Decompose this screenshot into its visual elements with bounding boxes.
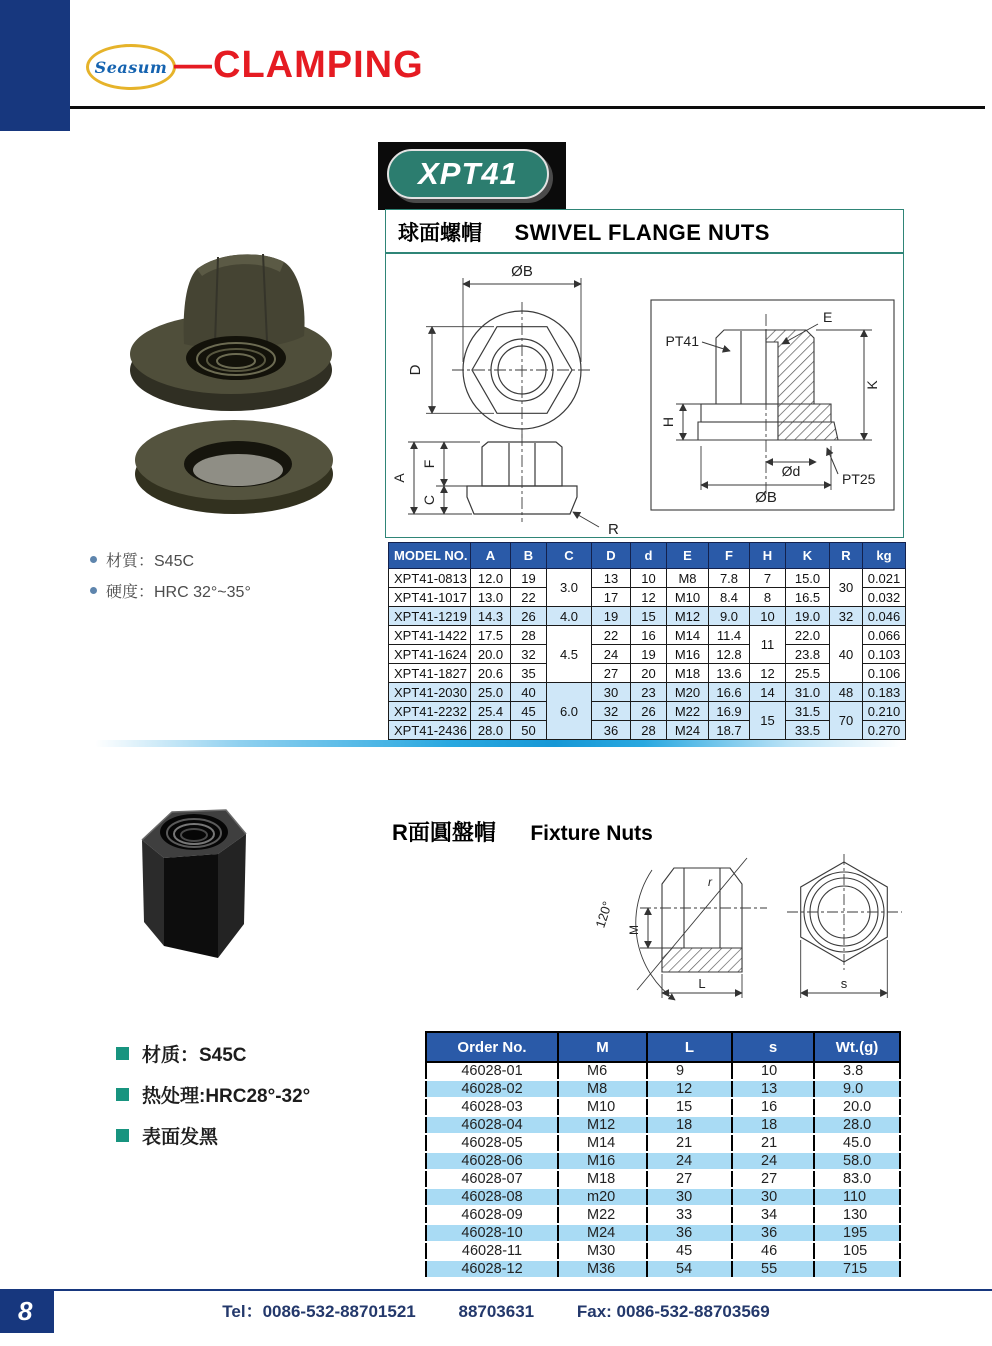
t1-cell: 18.7 bbox=[709, 721, 750, 740]
t1-cell: 22.0 bbox=[786, 626, 830, 645]
table-header-row bbox=[426, 1032, 900, 1062]
t2-cell: 16 bbox=[732, 1098, 814, 1116]
t1-cell: 26 bbox=[631, 702, 667, 721]
section1-title-en: SWIVEL FLANGE NUTS bbox=[514, 220, 770, 245]
t2-cell: M8 bbox=[558, 1080, 647, 1098]
t2-cell: M10 bbox=[558, 1098, 647, 1116]
t2-col-order: Order No. bbox=[426, 1032, 558, 1062]
t1-cell: 28 bbox=[631, 721, 667, 740]
model-badge-label: XPT41 bbox=[418, 156, 518, 191]
t1-cell: 16.9 bbox=[709, 702, 750, 721]
t1-cell: 23.8 bbox=[786, 645, 830, 664]
dim-label-r: R bbox=[608, 521, 619, 538]
section2-title-en: Fixture Nuts bbox=[530, 822, 653, 845]
logo-text: Seasum bbox=[94, 57, 168, 77]
t1-cell: 0.021 bbox=[863, 569, 906, 588]
t2-cell: M16 bbox=[558, 1152, 647, 1170]
t1-cell: 12 bbox=[631, 588, 667, 607]
t2-cell: 21 bbox=[647, 1134, 732, 1152]
t1-cell: 20 bbox=[631, 664, 667, 683]
t2-cell: 46028-05 bbox=[426, 1134, 558, 1152]
table-row bbox=[389, 683, 906, 702]
t1-cell: 20.0 bbox=[471, 645, 511, 664]
fixture-nut-technical-drawing bbox=[582, 850, 908, 1014]
spec-hardness-text: 硬度：HRC 32°~35° bbox=[106, 584, 251, 601]
t1-cell: 17 bbox=[592, 588, 631, 607]
table-row bbox=[426, 1080, 900, 1098]
t2-cell: 83.0 bbox=[814, 1170, 900, 1188]
t1-cell: 35 bbox=[511, 664, 547, 683]
t1-cell: 70 bbox=[830, 702, 863, 740]
t1-cell: 0.046 bbox=[863, 607, 906, 626]
model-badge bbox=[378, 142, 566, 210]
fixture-nut-photo bbox=[114, 782, 266, 999]
t1-cell: 20.6 bbox=[471, 664, 511, 683]
t1-col-model: MODEL NO. bbox=[389, 543, 471, 569]
dim-label-f: F bbox=[421, 459, 437, 469]
table-row bbox=[426, 1170, 900, 1188]
swivel-flange-section bbox=[385, 209, 904, 538]
section1-specs bbox=[90, 548, 251, 610]
t1-cell: M14 bbox=[667, 626, 709, 645]
dim-label-dia-b-top: ØB bbox=[511, 263, 533, 280]
table-row bbox=[389, 607, 906, 626]
bullet-square-icon bbox=[116, 1129, 129, 1142]
t1-cell: M24 bbox=[667, 721, 709, 740]
t1-cell: 26 bbox=[511, 607, 547, 626]
t2-cell: 46028-03 bbox=[426, 1098, 558, 1116]
t2-col-m: M bbox=[558, 1032, 647, 1062]
t1-cell: XPT41-2436 bbox=[389, 721, 471, 740]
spec-hardness bbox=[90, 579, 251, 602]
spec-material-text: 材質：S45C bbox=[106, 553, 195, 570]
t1-cell: M8 bbox=[667, 569, 709, 588]
t1-cell: 6.0 bbox=[547, 683, 592, 740]
table-row bbox=[389, 588, 906, 607]
t2-cell: 18 bbox=[732, 1116, 814, 1134]
dim-label-e: E bbox=[823, 309, 833, 325]
section-divider bbox=[95, 740, 901, 747]
brand-title: —CLAMPING bbox=[174, 44, 424, 86]
t1-cell: 23 bbox=[631, 683, 667, 702]
t1-col-d-cap: D bbox=[592, 543, 631, 569]
t2-cell: 18 bbox=[647, 1116, 732, 1134]
t1-col-a: A bbox=[471, 543, 511, 569]
table-row bbox=[426, 1062, 900, 1080]
t2-cell: 46028-10 bbox=[426, 1224, 558, 1242]
t1-cell: 32 bbox=[592, 702, 631, 721]
t1-cell: 4.0 bbox=[547, 607, 592, 626]
t2-cell: 46028-01 bbox=[426, 1062, 558, 1080]
t2-cell: 27 bbox=[647, 1170, 732, 1188]
t1-cell: 15 bbox=[750, 702, 786, 740]
t1-cell: 4.5 bbox=[547, 626, 592, 683]
t1-cell: 13 bbox=[592, 569, 631, 588]
t1-cell: M16 bbox=[667, 645, 709, 664]
t1-cell: 24 bbox=[592, 645, 631, 664]
t2-cell: 105 bbox=[814, 1242, 900, 1260]
t1-cell: 15.0 bbox=[786, 569, 830, 588]
t2-cell: 46028-11 bbox=[426, 1242, 558, 1260]
callout-pt41: PT41 bbox=[665, 333, 699, 349]
t1-cell: 25.4 bbox=[471, 702, 511, 721]
table-row bbox=[426, 1224, 900, 1242]
t1-cell: 48 bbox=[830, 683, 863, 702]
t1-cell: 11.4 bbox=[709, 626, 750, 645]
t2-cell: 30 bbox=[647, 1188, 732, 1206]
dim-label-h: H bbox=[660, 416, 676, 428]
bullet-dot-icon bbox=[90, 556, 97, 563]
table-row bbox=[426, 1098, 900, 1116]
t1-cell: 3.0 bbox=[547, 569, 592, 607]
t2-cell: M14 bbox=[558, 1134, 647, 1152]
t1-cell: 30 bbox=[592, 683, 631, 702]
t1-cell: 25.0 bbox=[471, 683, 511, 702]
section2-title-zh: R面圓盤帽 bbox=[392, 820, 496, 845]
t1-cell: 9.0 bbox=[709, 607, 750, 626]
table-row bbox=[426, 1152, 900, 1170]
t1-col-r: R bbox=[830, 543, 863, 569]
section1-title bbox=[386, 210, 903, 252]
table-header-row bbox=[389, 543, 906, 569]
t1-cell: M20 bbox=[667, 683, 709, 702]
callout-pt25: PT25 bbox=[842, 471, 876, 487]
t2-cell: 195 bbox=[814, 1224, 900, 1242]
t2-cell: 12 bbox=[647, 1080, 732, 1098]
t1-cell: XPT41-1017 bbox=[389, 588, 471, 607]
t1-cell: 19.0 bbox=[786, 607, 830, 626]
t1-cell: 16 bbox=[631, 626, 667, 645]
t1-cell: 12.8 bbox=[709, 645, 750, 664]
swivel-flange-nuts-table bbox=[388, 542, 906, 740]
t1-cell: M22 bbox=[667, 702, 709, 721]
section1-title-zh: 球面螺帽 bbox=[398, 222, 482, 245]
section2-specs bbox=[116, 1040, 310, 1163]
dim-label-s: s bbox=[840, 976, 848, 991]
t2-cell: 46028-09 bbox=[426, 1206, 558, 1224]
t2-cell: 46028-02 bbox=[426, 1080, 558, 1098]
t1-cell: 7.8 bbox=[709, 569, 750, 588]
t2-cell: 55 bbox=[732, 1260, 814, 1278]
t2-cell: M36 bbox=[558, 1260, 647, 1278]
t1-cell: XPT41-1827 bbox=[389, 664, 471, 683]
table-row bbox=[389, 569, 906, 588]
t2-cell: 46 bbox=[732, 1242, 814, 1260]
t1-cell: M18 bbox=[667, 664, 709, 683]
t2-cell: M30 bbox=[558, 1242, 647, 1260]
bullet-square-icon bbox=[116, 1088, 129, 1101]
t1-cell: 27 bbox=[592, 664, 631, 683]
t1-col-h: H bbox=[750, 543, 786, 569]
t1-cell: 16.6 bbox=[709, 683, 750, 702]
t1-cell: 10 bbox=[631, 569, 667, 588]
table-row bbox=[426, 1134, 900, 1152]
table-row bbox=[389, 664, 906, 683]
swivel-flange-technical-drawing bbox=[386, 254, 903, 540]
table-row bbox=[426, 1188, 900, 1206]
t1-cell: 31.0 bbox=[786, 683, 830, 702]
t1-cell: 19 bbox=[631, 645, 667, 664]
t1-col-k: K bbox=[786, 543, 830, 569]
t1-cell: M10 bbox=[667, 588, 709, 607]
dim-label-dia-d: Ød bbox=[781, 463, 801, 479]
t2-cell: 46028-06 bbox=[426, 1152, 558, 1170]
table-row bbox=[426, 1116, 900, 1134]
t2-cell: 46028-04 bbox=[426, 1116, 558, 1134]
t2-cell: 15 bbox=[647, 1098, 732, 1116]
dim-label-a: A bbox=[391, 473, 407, 483]
t1-cell: 13.0 bbox=[471, 588, 511, 607]
t1-col-kg: kg bbox=[863, 543, 906, 569]
t1-cell: 14.3 bbox=[471, 607, 511, 626]
t1-cell: 31.5 bbox=[786, 702, 830, 721]
dim-label-radius: r bbox=[708, 875, 712, 889]
t1-cell: 11 bbox=[750, 626, 786, 664]
dim-label-dia-b-bottom: ØB bbox=[755, 489, 777, 506]
t1-cell: 8 bbox=[750, 588, 786, 607]
t2-cell: M6 bbox=[558, 1062, 647, 1080]
t1-cell: 0.270 bbox=[863, 721, 906, 740]
t2-cell: 30 bbox=[732, 1188, 814, 1206]
t1-cell: 13.6 bbox=[709, 664, 750, 683]
t1-cell: 15 bbox=[631, 607, 667, 626]
t1-cell: 10 bbox=[750, 607, 786, 626]
t2-col-l: L bbox=[647, 1032, 732, 1062]
fixture-nuts-table bbox=[425, 1031, 901, 1279]
t1-cell: 0.032 bbox=[863, 588, 906, 607]
table-row bbox=[389, 645, 906, 664]
table-row bbox=[426, 1260, 900, 1278]
t2-cell: 13 bbox=[732, 1080, 814, 1098]
t1-cell: 0.183 bbox=[863, 683, 906, 702]
t2-cell: 9 bbox=[647, 1062, 732, 1080]
t2-cell: 10 bbox=[732, 1062, 814, 1080]
t2-cell: 58.0 bbox=[814, 1152, 900, 1170]
spec-material bbox=[90, 548, 251, 571]
dim-label-angle: 120° bbox=[592, 899, 616, 930]
t1-cell: 32 bbox=[830, 607, 863, 626]
t1-col-b: B bbox=[511, 543, 547, 569]
t1-cell: XPT41-1422 bbox=[389, 626, 471, 645]
t2-col-wt: Wt.(g) bbox=[814, 1032, 900, 1062]
table-row bbox=[389, 721, 906, 740]
t1-col-f: F bbox=[709, 543, 750, 569]
footer-tel: Tel：0086-532-88701521 bbox=[222, 1302, 416, 1321]
t2-col-s: s bbox=[732, 1032, 814, 1062]
page-number: 8 bbox=[0, 1291, 54, 1333]
spec-heat-treatment bbox=[116, 1081, 310, 1108]
table-row bbox=[426, 1242, 900, 1260]
t2-cell: 28.0 bbox=[814, 1116, 900, 1134]
t2-cell: 54 bbox=[647, 1260, 732, 1278]
table-row bbox=[389, 626, 906, 645]
dim-label-c: C bbox=[421, 494, 437, 506]
t1-cell: 36 bbox=[592, 721, 631, 740]
t1-cell: XPT41-1219 bbox=[389, 607, 471, 626]
t1-cell: 0.066 bbox=[863, 626, 906, 645]
dim-label-m: M bbox=[627, 925, 641, 935]
t2-cell: 3.8 bbox=[814, 1062, 900, 1080]
t1-cell: 12.0 bbox=[471, 569, 511, 588]
t1-cell: 19 bbox=[592, 607, 631, 626]
dim-label-k: K bbox=[864, 380, 880, 390]
t1-cell: XPT41-2232 bbox=[389, 702, 471, 721]
t2-cell: M18 bbox=[558, 1170, 647, 1188]
spec-heat-text: 热处理:HRC28°-32° bbox=[142, 1086, 311, 1107]
t2-cell: 46028-08 bbox=[426, 1188, 558, 1206]
footer-fax: Fax: 0086-532-88703569 bbox=[576, 1302, 770, 1321]
seasum-logo bbox=[86, 44, 176, 90]
footer-contact bbox=[0, 1297, 992, 1322]
t1-cell: 19 bbox=[511, 569, 547, 588]
t2-cell: 46028-12 bbox=[426, 1260, 558, 1278]
table-row bbox=[426, 1206, 900, 1224]
t2-cell: 21 bbox=[732, 1134, 814, 1152]
t1-cell: 22 bbox=[511, 588, 547, 607]
t1-cell: 40 bbox=[511, 683, 547, 702]
t1-cell: 28 bbox=[511, 626, 547, 645]
t1-cell: 30 bbox=[830, 569, 863, 607]
t2-cell: 9.0 bbox=[814, 1080, 900, 1098]
t1-cell: 33.5 bbox=[786, 721, 830, 740]
t1-cell: 17.5 bbox=[471, 626, 511, 645]
t1-col-d-low: d bbox=[631, 543, 667, 569]
t1-cell: 0.106 bbox=[863, 664, 906, 683]
section2-title bbox=[392, 816, 653, 847]
t1-cell: 22 bbox=[592, 626, 631, 645]
table-row bbox=[389, 702, 906, 721]
t1-col-c: C bbox=[547, 543, 592, 569]
t1-cell: 7 bbox=[750, 569, 786, 588]
t1-cell: 28.0 bbox=[471, 721, 511, 740]
t1-cell: 8.4 bbox=[709, 588, 750, 607]
t2-cell: 27 bbox=[732, 1170, 814, 1188]
spec-surface bbox=[116, 1122, 310, 1149]
t2-cell: M24 bbox=[558, 1224, 647, 1242]
t1-cell: 0.210 bbox=[863, 702, 906, 721]
model-badge-pill bbox=[387, 149, 549, 199]
t1-col-e: E bbox=[667, 543, 709, 569]
t2-cell: 24 bbox=[647, 1152, 732, 1170]
bullet-square-icon bbox=[116, 1047, 129, 1060]
footer-tel2: 88703631 bbox=[458, 1302, 535, 1321]
t2-cell: 20.0 bbox=[814, 1098, 900, 1116]
t2-cell: 36 bbox=[732, 1224, 814, 1242]
t1-cell: 40 bbox=[830, 626, 863, 683]
dim-label-l: L bbox=[698, 976, 706, 991]
t2-cell: M12 bbox=[558, 1116, 647, 1134]
t1-cell: 12 bbox=[750, 664, 786, 683]
swivel-flange-nut-photo bbox=[98, 212, 370, 529]
t1-cell: XPT41-2030 bbox=[389, 683, 471, 702]
t2-cell: 715 bbox=[814, 1260, 900, 1278]
t1-cell: 50 bbox=[511, 721, 547, 740]
t2-cell: 33 bbox=[647, 1206, 732, 1224]
t2-cell: 45 bbox=[647, 1242, 732, 1260]
t1-cell: XPT41-0813 bbox=[389, 569, 471, 588]
t1-cell: M12 bbox=[667, 607, 709, 626]
t2-cell: 45.0 bbox=[814, 1134, 900, 1152]
dim-label-d: D bbox=[407, 364, 424, 376]
t2-cell: m20 bbox=[558, 1188, 647, 1206]
t1-cell: 25.5 bbox=[786, 664, 830, 683]
t2-cell: 24 bbox=[732, 1152, 814, 1170]
t2-cell: 34 bbox=[732, 1206, 814, 1224]
t1-cell: 14 bbox=[750, 683, 786, 702]
t2-cell: 130 bbox=[814, 1206, 900, 1224]
bullet-dot-icon bbox=[90, 587, 97, 594]
header-divider bbox=[70, 106, 985, 109]
footer-divider bbox=[0, 1289, 992, 1291]
t1-cell: 45 bbox=[511, 702, 547, 721]
t2-cell: 36 bbox=[647, 1224, 732, 1242]
spec-material bbox=[116, 1040, 310, 1067]
t1-cell: 32 bbox=[511, 645, 547, 664]
t1-cell: 0.103 bbox=[863, 645, 906, 664]
t2-cell: 46028-07 bbox=[426, 1170, 558, 1188]
corner-block bbox=[0, 0, 70, 131]
spec-material-text: 材质：S45C bbox=[142, 1045, 247, 1066]
t2-cell: 110 bbox=[814, 1188, 900, 1206]
t2-cell: M22 bbox=[558, 1206, 647, 1224]
t1-cell: 16.5 bbox=[786, 588, 830, 607]
t1-cell: XPT41-1624 bbox=[389, 645, 471, 664]
spec-surface-text: 表面发黑 bbox=[142, 1127, 219, 1148]
